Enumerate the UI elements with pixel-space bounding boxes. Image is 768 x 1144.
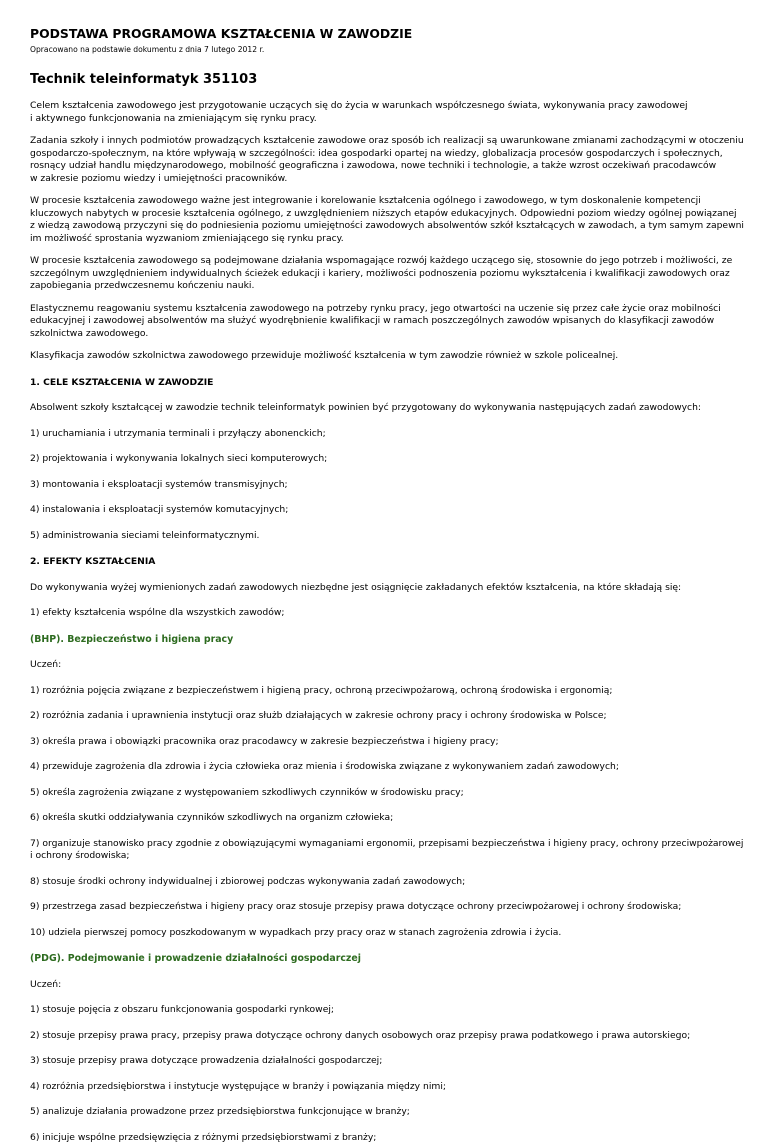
list-item: 4) rozróżnia przedsiębiorstwa i instytucje występujące w branży i powiązania między nimi; [30,1081,742,1094]
list-item: 1) stosuje pojęcia z obszaru funkcjonowania gospodarki rynkowej; [30,1004,742,1017]
list-item: 5) administrowania sieciami teleinformatycznymi. [30,530,742,543]
text-line: szkolnictwa zawodowego. [30,328,742,341]
learner-label: Uczeń: [30,659,742,672]
profession-title: Technik teleinformatyk 351103 [30,72,742,88]
list-item: 9) przestrzega zasad bezpieczeństwa i higieny pracy oraz stosuje przepisy prawa dotyczące ochrony przeciwpożarowej i ochrony środowiska; [30,901,742,914]
text-line: kluczowych nabytych w procesie kształcenia ogólnego, z uwzględnieniem niższych etapów edukacyjnych. Odpowiedni poziom wiedzy ogólnej powiązanej [30,208,742,221]
list-item: 8) stosuje środki ochrony indywidualnej i zbiorowej podczas wykonywania zadań zawodowych; [30,876,742,889]
document-title: PODSTAWA PROGRAMOWA KSZTAŁCENIA W ZAWODZIE [30,26,742,42]
intro-paragraph-6 [30,350,742,363]
list-item: 3) stosuje przepisy prawa dotyczące prowadzenia działalności gospodarczej; [30,1055,742,1068]
list-item: 2) rozróżnia zadania i uprawnienia instytucji oraz służb działających w zakresie ochrony pracy i ochrony środowiska w Polsce; [30,710,742,723]
list-item: 4) instalowania i eksploatacji systemów komutacyjnych; [30,504,742,517]
text-line: z wiedzą zawodową przyczyni się do podniesienia poziomu umiejętności zawodowych absolwentów szkół kształcących w zawodach, a tym samym zapewni [30,220,742,233]
intro-paragraph-1 [30,100,742,125]
learner-label: Uczeń: [30,979,742,992]
list-item: 1) rozróżnia pojęcia związane z bezpieczeństwem i higieną pracy, ochroną przeciwpożarową, ochroną środowiska i ergonomią; [30,685,742,698]
text-line: Klasyfikacja zawodów szkolnictwa zawodowego przewiduje możliwość kształcenia w tym zawodzie również w szkole policealnej. [30,350,742,363]
module-heading-pdg: (PDG). Podejmowanie i prowadzenie działalności gospodarczej [30,953,742,966]
list-item: 2) stosuje przepisy prawa pracy, przepisy prawa dotyczące ochrony danych osobowych oraz przepisy prawa podatkowego i prawa autorskiego; [30,1030,742,1043]
list-item: 1) efekty kształcenia wspólne dla wszystkich zawodów; [30,607,742,620]
list-item [30,838,742,863]
list-item: 5) określa zagrożenia związane z występowaniem szkodliwych czynników w środowisku pracy; [30,787,742,800]
text-line: w zakresie poziomu wiedzy i umiejętności pracowników. [30,173,742,186]
text-line: W procesie kształcenia zawodowego są podejmowane działania wspomagające rozwój każdego uczącego się, stosownie do jego potrzeb i możliwości, ze [30,255,742,268]
text-line: Zadania szkoły i innych podmiotów prowadzących kształcenie zawodowe oraz sposób ich realizacji są uwarunkowane zmianami zachodzącymi w otoczeniu [30,135,742,148]
list-item: 6) określa skutki oddziaływania czynników szkodliwych na organizm człowieka; [30,812,742,825]
list-item: 6) inicjuje wspólne przedsięwzięcia z różnymi przedsiębiorstwami z branży; [30,1132,742,1144]
text-line: Celem kształcenia zawodowego jest przygotowanie uczących się do życia w warunkach współczesnego świata, wykonywania pracy zawodowej [30,100,742,113]
list-item: 5) analizuje działania prowadzone przez przedsiębiorstwa funkcjonujące w branży; [30,1106,742,1119]
list-item: 1) uruchamiania i utrzymania terminali i przyłączy abonenckich; [30,428,742,441]
text-line: gospodarczo-społecznym, na które wpływają w szczególności: idea gospodarki opartej na wiedzy, globalizacja procesów gospodarczych i społecznych, [30,148,742,161]
list-item: 10) udziela pierwszej pomocy poszkodowanym w wypadkach przy pracy oraz w stanach zagrożenia zdrowia i życia. [30,927,742,940]
intro-paragraph-3 [30,195,742,245]
text-line: zapobiegania przedwczesnemu kończeniu nauki. [30,280,742,293]
section-heading-goals: 1. CELE KSZTAŁCENIA W ZAWODZIE [30,377,742,390]
document-subtitle: Opracowano na podstawie dokumentu z dnia 7 lutego 2012 r. [30,45,742,55]
section-lead: Do wykonywania wyżej wymienionych zadań zawodowych niezbędne jest osiągnięcie zakładanych efektów kształcenia, na które składają się: [30,582,742,595]
module-heading-bhp: (BHP). Bezpieczeństwo i higiena pracy [30,634,742,647]
text-line: Elastycznemu reagowaniu systemu kształcenia zawodowego na potrzeby rynku pracy, jego otwartości na uczenie się przez całe życie oraz mobilności [30,303,742,316]
text-line: im możliwość sprostania wyzwaniom zmieniającego się rynku pracy. [30,233,742,246]
section-heading-outcomes: 2. EFEKTY KSZTAŁCENIA [30,556,742,569]
text-line: 7) organizuje stanowisko pracy zgodnie z obowiązującymi wymaganiami ergonomii, przepisami bezpieczeństwa i higieny pracy, ochrony przeciwpożarowej [30,838,742,851]
intro-paragraph-5 [30,303,742,341]
text-line: i ochrony środowiska; [30,850,742,863]
text-line: rosnący udział handlu międzynarodowego, mobilność geograficzna i zawodowa, nowe techniki i technologie, a także wzrost oczekiwań pracodawców [30,160,742,173]
list-item: 2) projektowania i wykonywania lokalnych sieci komputerowych; [30,453,742,466]
section-lead: Absolwent szkoły kształcącej w zawodzie technik teleinformatyk powinien być przygotowany do wykonywania następujących zadań zawodowych: [30,402,742,415]
intro-paragraph-4 [30,255,742,293]
list-item: 3) określa prawa i obowiązki pracownika oraz pracodawcy w zakresie bezpieczeństwa i higieny pracy; [30,736,742,749]
intro-paragraph-2 [30,135,742,185]
text-line: W procesie kształcenia zawodowego ważne jest integrowanie i korelowanie kształcenia ogólnego i zawodowego, w tym doskonalenie kompetencji [30,195,742,208]
text-line: i aktywnego funkcjonowania na zmieniającym się rynku pracy. [30,113,742,126]
text-line: edukacyjnej i zawodowej absolwentów ma służyć wyodrębnienie kwalifikacji w ramach poszczególnych zawodów wpisanych do klasyfikacji zawodów [30,315,742,328]
list-item: 4) przewiduje zagrożenia dla zdrowia i życia człowieka oraz mienia i środowiska związane z wykonywaniem zadań zawodowych; [30,761,742,774]
list-item: 3) montowania i eksploatacji systemów transmisyjnych; [30,479,742,492]
text-line: szczególnym uwzględnieniem indywidualnych ścieżek edukacji i kariery, możliwości podnoszenia poziomu wykształcenia i kwalifikacji zawodowych oraz [30,268,742,281]
